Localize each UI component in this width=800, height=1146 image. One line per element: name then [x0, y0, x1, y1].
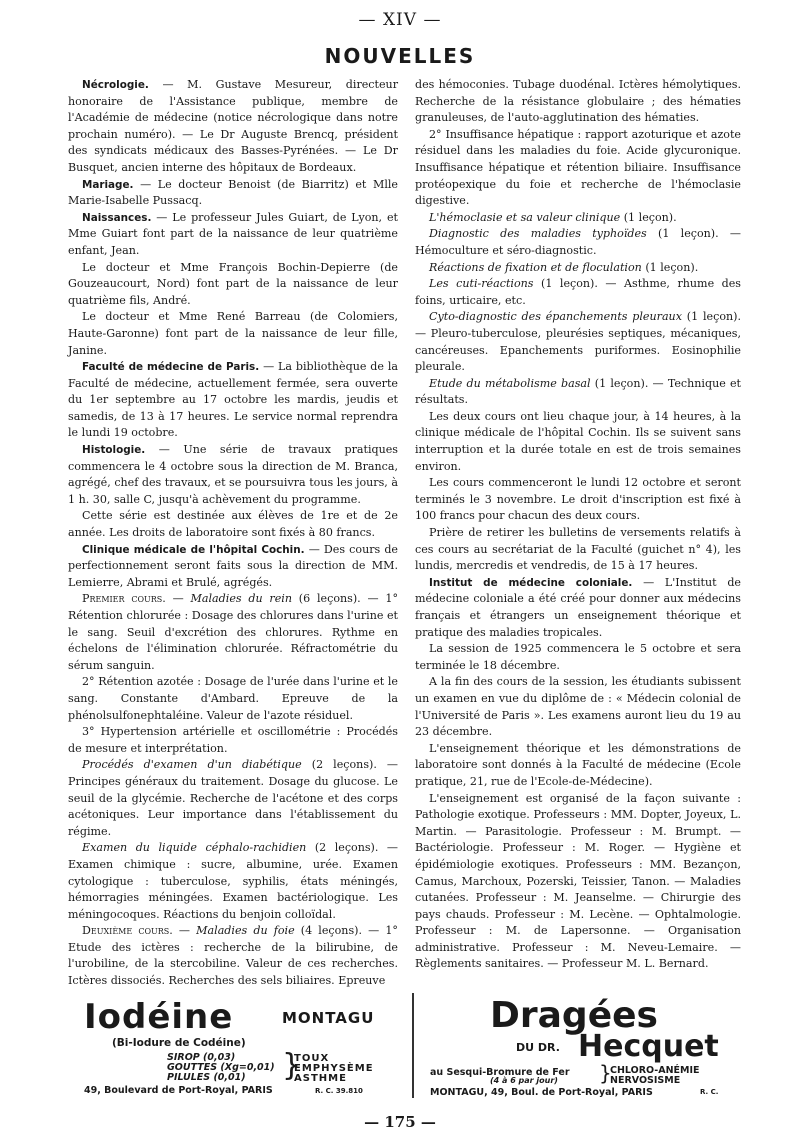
paragraph-text: Les deux cours ont lieu chaque jour, à 14 heures, à la clinique médicale de l'hôpital Cochin. Ils se suivent sans interruption et la durée totale en est de trois semaines environ.: [415, 409, 741, 473]
form-item: PILULES (0,01): [167, 1072, 246, 1083]
paragraph: Deuxième cours. — Maladies du foie (4 leçons). — 1° Etude des ictères : recherche de la bilirubine, de l'urobiline, de la stercobiline. Valeur de ces recherches. Ictères dissociés. Recherches des sels biliaires. Epreuve: [68, 924, 398, 988]
paragraph-text: des hémoconies. Tubage duodénal. Ictères hémolytiques. Recherche de la résistance globulaire ; des hématies granuleuses, de l'auto-agglutination des hématies.: [415, 78, 741, 125]
paragraph-text: Le docteur et Mme René Barreau (de Colomiers, Haute-Garonne) font part de la naissance de leur fille, Janine.: [68, 310, 398, 357]
advertisement-band: [72, 993, 744, 1098]
hecquet-maker: Hecquet: [578, 1029, 719, 1064]
paragraph-lead: Institut de médecine coloniale.: [429, 576, 633, 589]
paragraph: [68, 840, 398, 923]
paragraph-text: (1 leçon). — Hémoculture et séro-diagnostic.: [415, 227, 741, 257]
dragees-brand: Dragées: [490, 995, 658, 1036]
paragraph-text: 3° Hypertension artérielle et oscillométrie : Procédés de mesure et interprétation.: [68, 725, 398, 755]
paragraph: [415, 741, 741, 791]
paragraph: [415, 475, 741, 525]
paragraph: [68, 260, 398, 310]
paragraph: [415, 276, 741, 309]
paragraph: [68, 724, 398, 757]
course-title: Maladies du rein: [190, 592, 292, 606]
du-dr-label: DU DR.: [516, 1041, 560, 1054]
paragraph-text: (1 leçon). — Pleuro-tuberculose, pleurésies septiques, mécaniques, cancéreuses. Epanchements puriformes. Eosinophilie pleurale.: [415, 310, 741, 374]
paragraph: [68, 542, 398, 592]
paragraph: [415, 210, 741, 227]
page-number: — 175 —: [364, 1113, 436, 1131]
paragraph-text: (1 leçon). — Technique et résultats.: [415, 376, 742, 407]
iodeine-forms: [167, 1053, 275, 1083]
course-title: Cyto-diagnostic des épanchements pleuraux: [429, 310, 682, 324]
form-item: SIROP (0,03): [167, 1052, 236, 1063]
paragraph: [415, 409, 741, 475]
paragraph-text: — Le professeur Jules Guiart, de Lyon, et Mme Guiart font part de la naissance de leur quatrième enfant, Jean.: [68, 210, 398, 257]
paragraph: [68, 359, 398, 442]
paragraph-text: (1 leçon).: [641, 260, 699, 274]
paragraph-text: L'enseignement est organisé de la façon suivante : Pathologie exotique. Professeurs : MM. Dopter, Joyeux, L. Martin. — Parasitologie. Professeur : M. Brumpt. — Bactériologie. Professeur : M. Roger. — Hygiène et épidémiologie exotiques. Professeurs : MM. Bezançon, Camus, Marchoux, Pozerski, Teissier, Tanon. — Maladies cutanées. Professeur : M. Jeanselme. — Chirurgie des pays chauds. Professeur : M. Lecène. — Ophtalmologie. Professeur : M. de Lapersonne. — Organisation administrative. Professeur : M. Neveu-Lemaire. — Règlements sanitaires. — Professeur M. L. Bernard.: [415, 791, 741, 971]
left-column: [68, 77, 398, 990]
paragraph: [415, 260, 741, 277]
paragraph-text: (6 leçons). — 1° Rétention chlorurée : Dosage des chlorures dans l'urine et le sang. Seuil d'excrétion des chlorures. Rythme en échelons de l'élimination chlorurée. Réfractométrie du sérum sanguin.: [68, 592, 399, 672]
iodeine-maker: MONTAGU: [282, 1009, 375, 1027]
paragraph-text: Prière de retirer les bulletins de versements relatifs à ces cours au secrétariat de la Faculté (guichet n° 4), les lundis, mercredis et vendredis, de 15 à 17 heures.: [415, 526, 741, 573]
paragraph-text: Le docteur et Mme François Bochin-Depierre (de Gouzeaucourt, Nord) font part de la naissance de leur quatrième fils, André.: [68, 260, 398, 307]
iodeine-brand: Iodéine: [84, 997, 234, 1037]
paragraph-text: (4 leçons). — 1° Etude des ictères : recherche de la bilirubine, de l'urobiline, de la stercobiline. Valeur de ces recherches. Ictères dissociés. Recherches des sels biliaires. Epreuve: [68, 924, 398, 988]
paragraph: [68, 210, 398, 260]
paragraph-text: 2° Insuffisance hépatique : rapport azoturique et azote résiduel dans les maladies du foie. Acide glycuronique. Insuffisance hépatique et rétention biliaire. Insuffisance protéopexique du foie et recherche de l'hémoclasie digestive.: [415, 127, 741, 208]
paragraph: [68, 674, 398, 724]
paragraph-text: L'enseignement théorique et les démonstrations de laboratoire sont donnés à la Faculté de médecine (Ecole pratique, 21, rue de l'Ecole-de-Médecine).: [415, 741, 741, 788]
paragraph: [68, 77, 398, 177]
course-label: Premier cours.: [82, 592, 166, 606]
iodeine-indications: [294, 1054, 374, 1084]
paragraph-text: A la fin des cours de la session, les étudiants subissent un examen en vue du diplôme de : « Médecin colonial de l'Université de Paris ». Les examens auront lieu du 19 au 23 décembre.: [415, 675, 741, 739]
paragraph-text: — M. Gustave Mesureur, directeur honoraire de l'Assistance publique, membre de l'Académie de médecine (notice nécrologique dans notre prochain numéro). — Le Dr Auguste Brencq, président des syndicats médicaux des Basses-Pyrénées. — Le Dr Busquet, ancien interne des hôpitaux de Bordeaux.: [68, 78, 398, 174]
paragraph: [415, 674, 741, 740]
paragraph-lead: Mariage.: [82, 178, 134, 191]
paragraph-text: 2° Rétention azotée : Dosage de l'urée dans l'urine et le sang. Constante d'Ambard. Epreuve de la phénolsulfonephtaléine. Valeur de l'azote résiduel.: [68, 675, 398, 722]
paragraph-text: Cette série est destinée aux élèves de 1re et de 2e année. Les droits de laboratoire sont fixés à 80 francs.: [68, 509, 398, 540]
paragraph-text: — Une série de travaux pratiques commencera le 4 octobre sous la direction de M. Branca, agrégé, chef des travaux, et se poursuivra tous les jours, à 1 h. 30, salle C, jusqu'à achèvement du programme.: [68, 443, 398, 506]
course-title: Diagnostic des maladies typhoïdes: [429, 227, 647, 241]
course-title: Maladies du foie: [196, 924, 295, 938]
paragraph: [68, 309, 398, 359]
hecquet-composition: au Sesqui-Bromure de Fer: [430, 1067, 570, 1078]
paragraph-text: — L'Institut de médecine coloniale a été créé pour donner aux médecins français et étrangers un enseignement théorique et pratique des maladies tropicales.: [415, 575, 741, 639]
indication-item: NERVOSISME: [610, 1075, 681, 1086]
paragraph-text: (2 leçons). — Principes généraux du traitement. Dosage du glucose. Le seuil de la glycémie. Recherche de l'acétone et des corps acétoniques. Leur importance dans l'établissement du régime.: [68, 758, 398, 838]
paragraph-text: La session de 1925 commencera le 5 octobre et sera terminée le 18 décembre.: [415, 642, 741, 672]
course-title: Les cuti-réactions: [429, 277, 534, 291]
paragraph: [415, 309, 741, 375]
iodeine-subtitle: (Bi-Iodure de Codéine): [112, 1037, 246, 1049]
indication-item: CHLORO-ANÉMIE: [610, 1065, 700, 1076]
paragraph: [68, 442, 398, 508]
paragraph-text: (1 leçon). — Asthme, rhume des foins, urticaire, etc.: [415, 277, 742, 307]
brace-icon: }: [599, 1061, 612, 1085]
paragraph: [415, 226, 741, 259]
section-title: NOUVELLES: [324, 44, 476, 68]
paragraph: Premier cours. — Maladies du rein (6 leçons). — 1° Rétention chlorurée : Dosage des chlorures dans l'urine et le sang. Seuil d'excrétion des chlorures. Rythme en échelons de l'élimination chlorurée. Réfractométrie du sérum sanguin.: [68, 592, 399, 672]
hecquet-ad: [430, 993, 744, 1098]
paragraph-text: — Le docteur Benoist (de Biarritz) et Mlle Marie-Isabelle Pussacq.: [68, 177, 398, 208]
indication-item: TOUX: [294, 1053, 330, 1064]
iodeine-address: 49, Boulevard de Port-Royal, PARIS: [84, 1085, 273, 1096]
paragraph: [415, 127, 741, 210]
brace-icon: }: [282, 1048, 302, 1083]
paragraph: [415, 575, 741, 641]
course-label: Deuxième cours.: [82, 924, 173, 938]
hecquet-dose: (4 à 6 par jour): [490, 1076, 558, 1085]
paragraph-text: Les cours commenceront le lundi 12 octobre et seront terminés le 3 novembre. Le droit d'inscription est fixé à 100 francs pour chacun des deux cours.: [415, 476, 741, 523]
paragraph: [68, 757, 398, 840]
paragraph-lead: Histologie.: [82, 444, 146, 457]
paragraph: [415, 791, 741, 974]
course-title: L'hémoclasie et sa valeur clinique: [429, 210, 621, 224]
paragraph-text: — Des cours de perfectionnement seront faits sous la direction de MM. Lemierre, Abrami et Brulé, agrégés.: [68, 542, 398, 589]
course-title: Réactions de fixation et de floculation: [429, 260, 642, 274]
paragraph-lead: Naissances.: [82, 211, 152, 224]
paragraph-lead: Nécrologie.: [82, 79, 149, 91]
running-head: — XIV —: [358, 10, 442, 30]
course-title: Examen du liquide céphalo-rachidien: [82, 841, 307, 855]
indication-item: ASTHME: [294, 1073, 347, 1084]
hecquet-address: MONTAGU, 49, Boul. de Port-Royal, PARIS: [430, 1087, 653, 1098]
course-title: Procédés d'examen d'un diabétique: [82, 758, 302, 772]
paragraph-text: — La bibliothèque de la Faculté de médecine, actuellement fermée, sera ouverte du 1er septembre au 17 octobre les mardis, jeudis et samedis, de 13 à 17 heures. Le service normal reprendra le lundi 19 octobre.: [68, 360, 398, 440]
right-column: [415, 77, 741, 973]
form-item: GOUTTES (Xg=0,01): [167, 1062, 275, 1073]
hecquet-indications: [610, 1066, 700, 1086]
paragraph: [415, 376, 741, 409]
paragraph-lead: Faculté de médecine de Paris.: [82, 361, 260, 374]
paragraph-text: (2 leçons). — Examen chimique : sucre, albumine, urée. Examen cytologique : tuberculose, syphilis, états méningés, hémorragies méningées. Examen bactériologique. Les méningocoques. Réactions du benjoin colloïdal.: [68, 841, 398, 921]
paragraph: [68, 177, 398, 210]
ad-divider: [412, 993, 414, 1098]
hecquet-rc: R. C.: [700, 1088, 719, 1096]
paragraph: [415, 77, 741, 127]
paragraph-text: (1 leçon).: [620, 210, 677, 224]
paragraph-lead: Clinique médicale de l'hôpital Cochin.: [82, 543, 305, 556]
course-title: Etude du métabolisme basal: [429, 376, 591, 390]
paragraph: [415, 525, 741, 575]
paragraph: [415, 641, 741, 674]
indication-item: EMPHYSÈME: [294, 1063, 374, 1074]
iodeine-ad: [72, 993, 387, 1098]
paragraph: [68, 508, 398, 541]
iodeine-rc: R. C. 39.810: [315, 1087, 363, 1095]
